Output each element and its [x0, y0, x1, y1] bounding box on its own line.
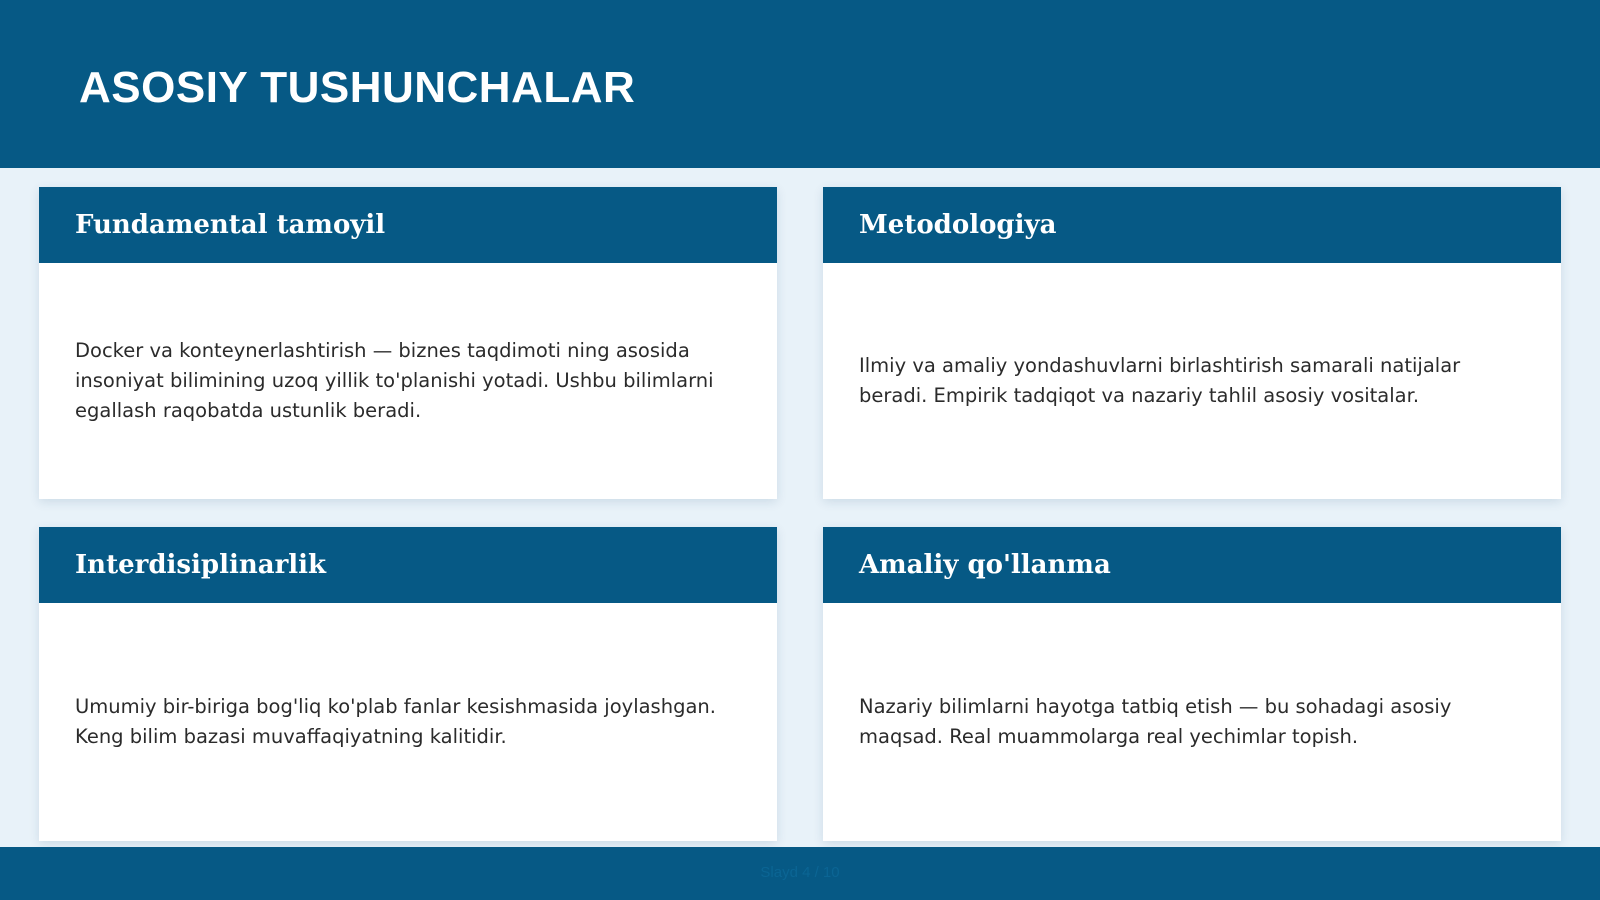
slide-number: Slayd 4 / 10 [760, 864, 840, 881]
slide-footer [0, 847, 1600, 900]
card-text: Umumiy bir-biriga bog'liq ko'plab fanlar kesishmasida joylashgan. Keng bilim bazasi muvaffaqiyatning kalitidir. [75, 695, 716, 748]
card-header [39, 527, 777, 603]
concept-card-interdisciplinary [39, 527, 777, 841]
card-body [75, 263, 741, 499]
slide-title: ASOSIY TUSHUNCHALAR [79, 63, 636, 112]
card-body [75, 603, 741, 841]
card-text: Ilmiy va amaliy yondashuvlarni birlashtirish samarali natijalar beradi. Empirik tadqiqot va nazariy tahlil asosiy vositalar. [859, 354, 1461, 407]
card-body [859, 263, 1525, 499]
card-text: Docker va konteynerlashtirish — biznes taqdimoti ning asosida insoniyat bilimining uzoq yillik to'planishi yotadi. Ushbu bilimlarni egallash raqobatda ustunlik beradi. [75, 339, 714, 422]
concept-card-fundamental [39, 187, 777, 499]
concept-card-practical [823, 527, 1561, 841]
card-header [39, 187, 777, 263]
card-title: Metodologiya [859, 210, 1057, 240]
card-header [823, 187, 1561, 263]
concept-card-methodology [823, 187, 1561, 499]
card-title: Interdisiplinarlik [75, 550, 327, 580]
card-header [823, 527, 1561, 603]
card-text: Nazariy bilimlarni hayotga tatbiq etish — bu sohadagi asosiy maqsad. Real muammolarga real yechimlar topish. [859, 695, 1452, 748]
slide-header [0, 0, 1600, 168]
card-body [859, 603, 1525, 841]
card-title: Amaliy qo'llanma [859, 550, 1111, 580]
card-title: Fundamental tamoyil [75, 210, 386, 240]
